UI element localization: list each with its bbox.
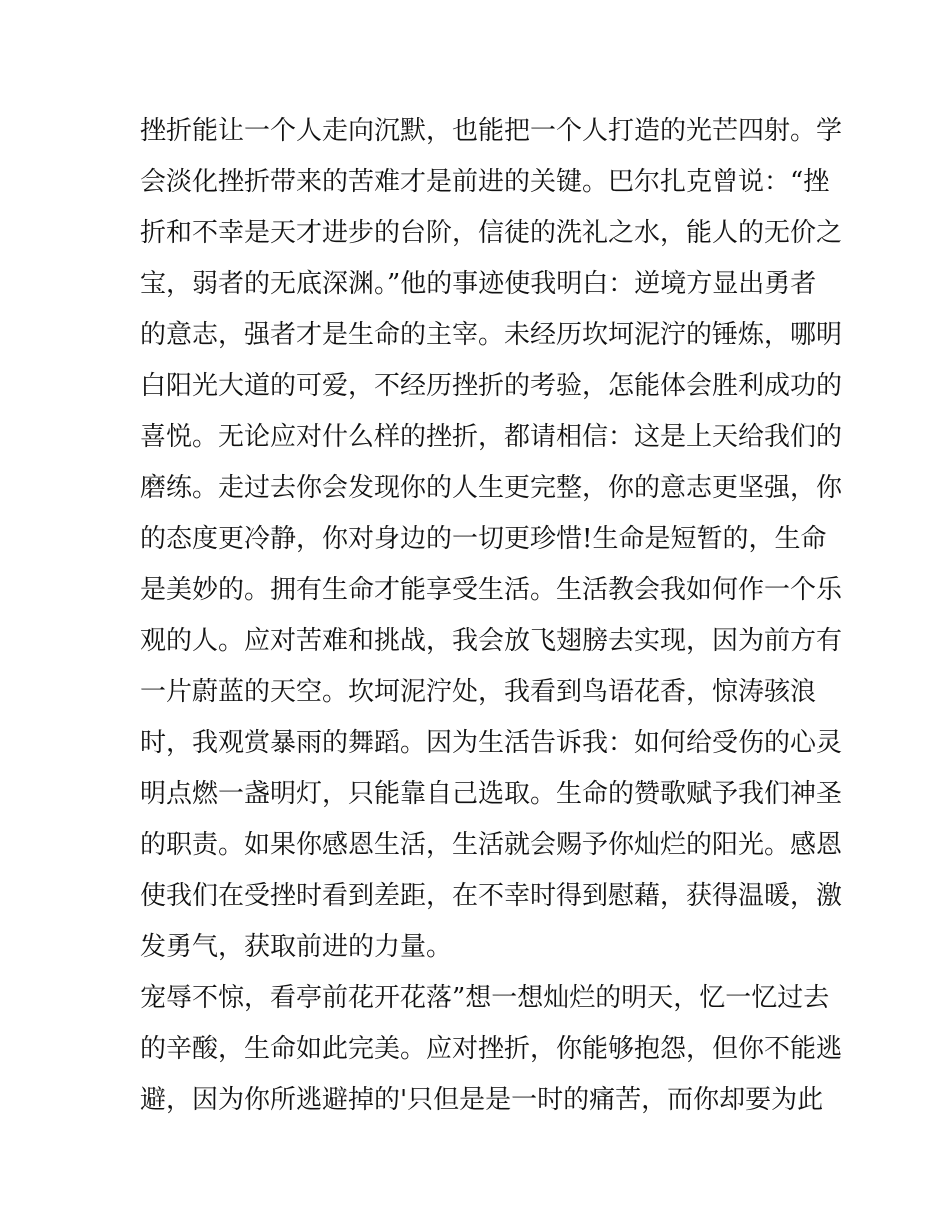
text-line: 一片蔚蓝的天空。坎坷泥泞处，我看到鸟语花香，惊涛骇浪 — [140, 677, 817, 707]
text-line: 宝，弱者的无底深渊。”他的事迹使我明白：逆境方显出勇者 — [140, 269, 817, 299]
text-line: 使我们在受挫时看到差距，在不幸时得到慰藉，获得温暖，激 — [140, 881, 843, 911]
text-line: 会淡化挫折带来的苦难才是前进的关键。巴尔扎克曾说：“挫 — [140, 167, 830, 197]
text-line: 观的人。应对苦难和挑战，我会放飞翅膀去实现，因为前方有 — [140, 626, 843, 656]
text-line: 白阳光大道的可爱，不经历挫折的考验，怎能体会胜利成功的 — [140, 371, 843, 401]
text-line: 避，因为你所逃避掉的'只但是是一时的痛苦，而你却要为此 — [140, 1085, 824, 1115]
text-line: 的辛酸，生命如此完美。应对挫折，你能够抱怨，但你不能逃 — [140, 1034, 843, 1064]
text-line: 的态度更冷静，你对身边的一切更珍惜!生命是短暂的，生命 — [140, 524, 827, 554]
text-line: 挫折能让一个人走向沉默，也能把一个人打造的光芒四射。学 — [140, 116, 843, 146]
text-line: 折和不幸是天才进步的台阶，信徒的洗礼之水，能人的无价之 — [140, 218, 843, 248]
text-line: 宠辱不惊，看亭前花开花落”想一想灿烂的明天，忆一忆过去 — [140, 983, 830, 1013]
text-line: 喜悦。无论应对什么样的挫折，都请相信：这是上天给我们的 — [140, 422, 843, 452]
text-line: 明点燃一盏明灯，只能靠自己选取。生命的赞歌赋予我们神圣 — [140, 779, 843, 809]
text-line: 的意志，强者才是生命的主宰。未经历坎坷泥泞的锤炼，哪明 — [140, 320, 843, 350]
body-text — [140, 106, 843, 1126]
text-line: 是美妙的。拥有生命才能享受生活。生活教会我如何作一个乐 — [140, 575, 843, 605]
text-line: 时，我观赏暴雨的舞蹈。因为生活告诉我：如何给受伤的心灵 — [140, 728, 843, 758]
text-line: 的职责。如果你感恩生活，生活就会赐予你灿烂的阳光。感恩 — [140, 830, 843, 860]
text-line: 磨练。走过去你会发现你的人生更完整，你的意志更坚强，你 — [140, 473, 843, 503]
text-line: 发勇气，获取前进的力量。 — [140, 932, 453, 962]
